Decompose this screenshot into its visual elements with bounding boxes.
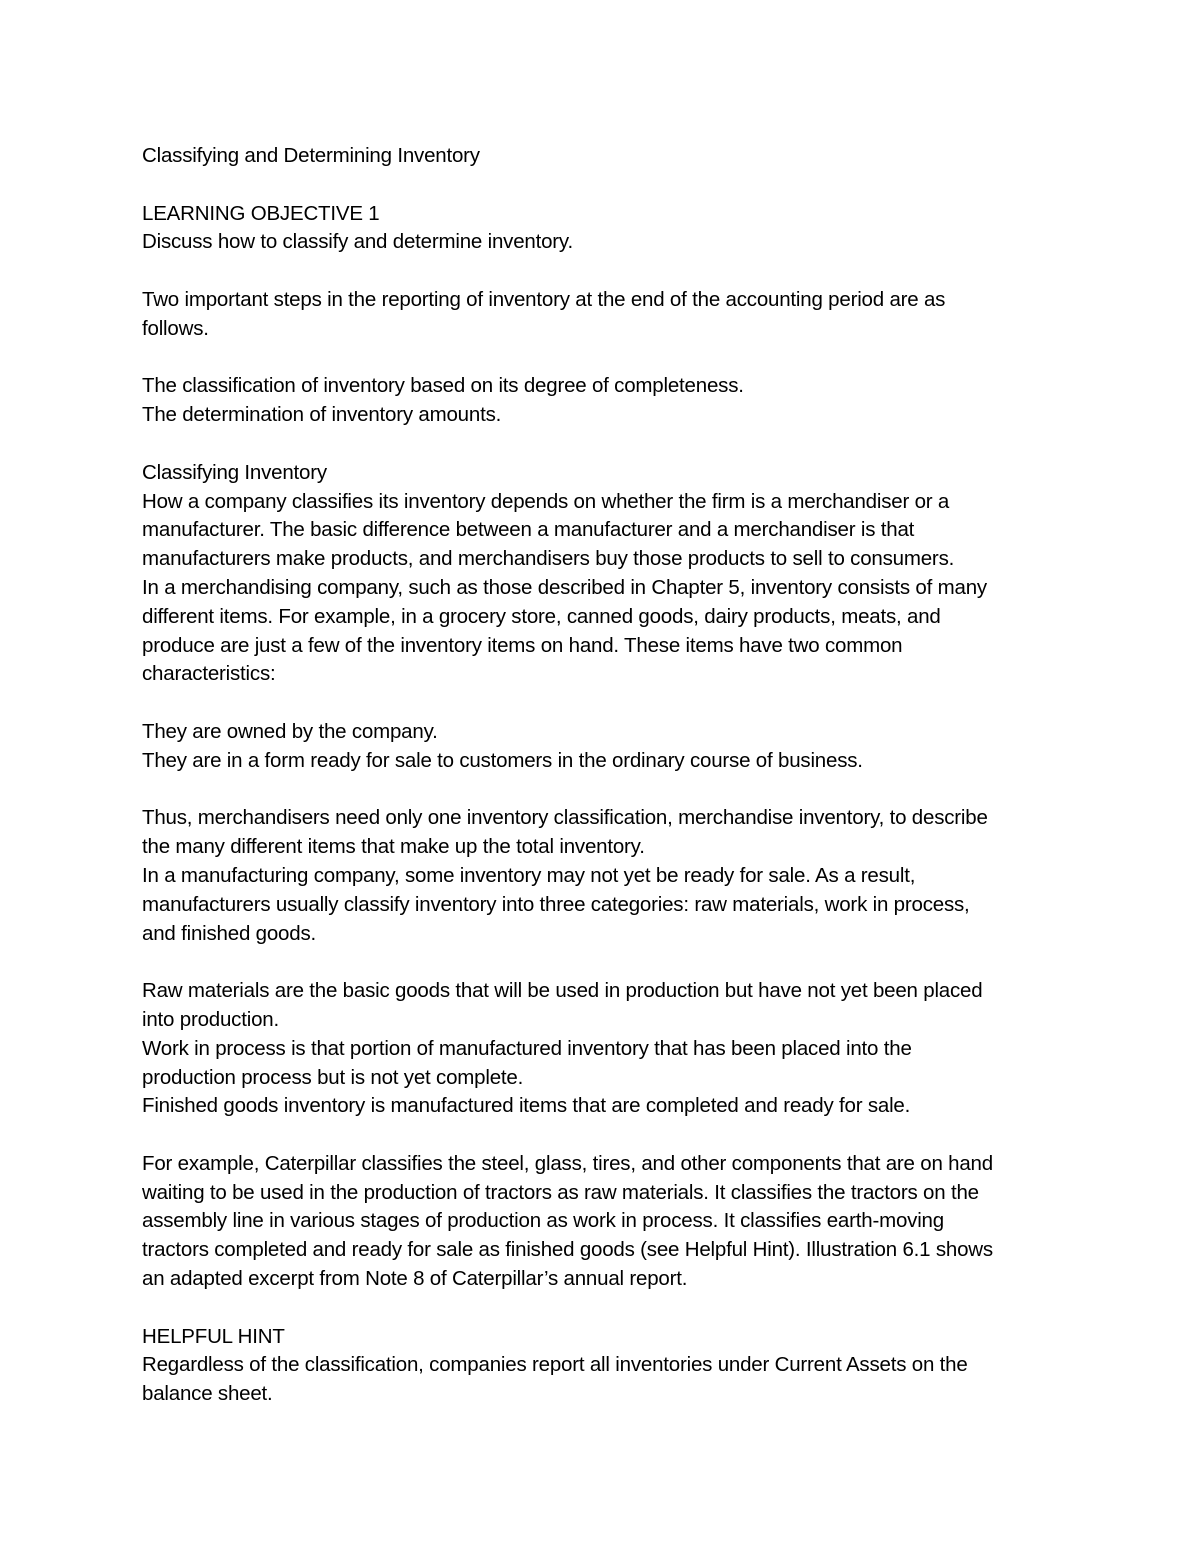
paragraph-line: Thus, merchandisers need only one inventory classification, merchandise inventory, to describe [142, 806, 988, 830]
step-item: The determination of inventory amounts. [142, 403, 502, 427]
spacer [142, 689, 1072, 718]
spacer [142, 344, 1072, 373]
spacer [142, 257, 1072, 286]
paragraph-line: produce are just a few of the inventory items on hand. These items have two common [142, 633, 903, 657]
spacer [142, 430, 1072, 459]
intro-line: follows. [142, 316, 209, 340]
paragraph-line: In a merchandising company, such as those described in Chapter 5, inventory consists of many [142, 575, 987, 599]
step-item: The classification of inventory based on its degree of completeness. [142, 374, 744, 398]
section-heading: Classifying Inventory [142, 460, 327, 484]
paragraph-line: characteristics: [142, 662, 276, 686]
paragraph-line: manufacturer. The basic difference between a manufacturer and a merchandiser is that [142, 518, 915, 542]
helpful-hint-label: HELPFUL HINT [142, 1324, 285, 1348]
paragraph-line: waiting to be used in the production of tractors as raw materials. It classifies the tractors on the [142, 1180, 979, 1204]
paragraph-line: manufacturers make products, and merchandisers buy those products to sell to consumers. [142, 547, 955, 571]
paragraph-line: In a manufacturing company, some inventory may not yet be ready for sale. As a result, [142, 863, 916, 887]
paragraph-line: Finished goods inventory is manufactured items that are completed and ready for sale. [142, 1094, 911, 1118]
helpful-hint-text: Regardless of the classification, companies report all inventories under Current Assets on the [142, 1353, 968, 1377]
paragraph-line: an adapted excerpt from Note 8 of Caterpillar’s annual report. [142, 1267, 688, 1291]
paragraph-line: into production. [142, 1007, 279, 1031]
spacer [142, 1121, 1072, 1150]
learning-objective-text: Discuss how to classify and determine inventory. [142, 230, 573, 254]
learning-objective-label: LEARNING OBJECTIVE 1 [142, 201, 380, 225]
spacer [142, 171, 1072, 200]
document-title: Classifying and Determining Inventory [142, 144, 480, 167]
paragraph-line: For example, Caterpillar classifies the steel, glass, tires, and other components that are on hand [142, 1151, 993, 1175]
document-body [142, 142, 1072, 1409]
spacer [142, 1294, 1072, 1323]
paragraph-line: and finished goods. [142, 921, 317, 945]
spacer [142, 948, 1072, 977]
characteristic-item: They are in a form ready for sale to customers in the ordinary course of business. [142, 748, 863, 772]
spacer [142, 776, 1072, 805]
paragraph-line: How a company classifies its inventory depends on whether the firm is a merchandiser or a [142, 489, 950, 513]
paragraph-line: Raw materials are the basic goods that will be used in production but have not yet been placed [142, 979, 983, 1003]
paragraph-line: the many different items that make up the total inventory. [142, 835, 645, 859]
paragraph-line: assembly line in various stages of production as work in process. It classifies earth-moving [142, 1209, 944, 1233]
paragraph-line: Work in process is that portion of manufactured inventory that has been placed into the [142, 1036, 912, 1060]
intro-line: Two important steps in the reporting of inventory at the end of the accounting period are as [142, 287, 946, 311]
paragraph-line: production process but is not yet complete. [142, 1065, 524, 1089]
paragraph-line: different items. For example, in a grocery store, canned goods, dairy products, meats, and [142, 604, 941, 628]
paragraph-line: tractors completed and ready for sale as finished goods (see Helpful Hint). Illustration 6.1 shows [142, 1238, 993, 1262]
helpful-hint-text: balance sheet. [142, 1382, 273, 1406]
characteristic-item: They are owned by the company. [142, 719, 438, 743]
paragraph-line: manufacturers usually classify inventory into three categories: raw materials, work in process, [142, 892, 970, 916]
